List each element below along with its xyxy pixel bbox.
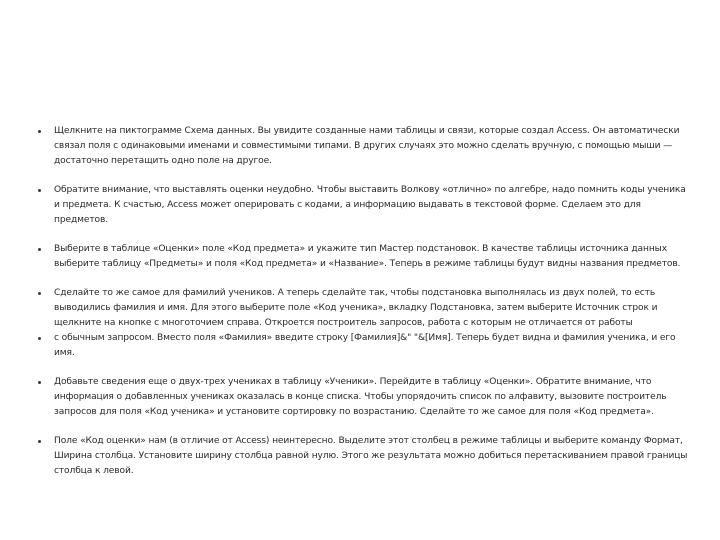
bullet-dot-icon bbox=[38, 440, 41, 443]
bullet-item-sorting bbox=[38, 375, 690, 420]
bullet-item-schema bbox=[38, 124, 690, 169]
bullet-dot-icon bbox=[38, 337, 41, 340]
bullet-item-query-expression bbox=[38, 331, 690, 361]
bullet-item-hide-column bbox=[38, 434, 690, 479]
bullet-text: Поле «Код оценки» нам (в отличие от Access) неинтересно. Выделите этот столбец в режиме таблицы и выберите команду Формат, Ширина столбца. Установите ширину столбца равной нулю. Этого же результата можно добиться перетаскиванием правой границы столбца к левой. bbox=[54, 436, 688, 476]
bullet-dot-icon bbox=[38, 248, 41, 251]
bullet-text: Сделайте то же самое для фамилий учеников. А теперь сделайте так, чтобы подстановка выполнялась из двух полей, то есть выводились фамилия и имя. Для этого выберите поле «Код ученика», вкладку Подстановка, затем выберите Источник строк и щелкните на кнопке с многоточием справа. Откроется построитель запросов, работа с которым не отличается от работы bbox=[54, 288, 658, 328]
bullet-dot-icon bbox=[38, 189, 41, 192]
bullet-item-grades bbox=[38, 183, 690, 228]
bullet-item-lookup-subjects bbox=[38, 242, 690, 272]
bullet-list bbox=[38, 124, 690, 493]
bullet-item-lookup-students bbox=[38, 286, 690, 331]
bullet-text: с обычным запросом. Вместо поля «Фамилия» введите строку [Фамилия]&" "&[Имя]. Теперь будет видна и фамилия ученика, и его имя. bbox=[54, 333, 676, 358]
bullet-text: Щелкните на пиктограмме Схема данных. Вы увидите созданные нами таблицы и связи, которые создал Access. Он автоматически связал поля с одинаковыми именами и совместимыми типами. В других случаях это можно сделать вручную, с помощью мыши — достаточно перетащить одно поле на другое. bbox=[54, 126, 680, 166]
bullet-dot-icon bbox=[38, 292, 41, 295]
bullet-dot-icon bbox=[38, 130, 41, 133]
bullet-text: Обратите внимание, что выставлять оценки неудобно. Чтобы выставить Волкову «отлично» по алгебре, надо помнить коды ученика и предмета. К счастью, Access может оперировать с кодами, а информацию выдавать в текстовой форме. Сделаем это для предметов. bbox=[54, 185, 686, 225]
bullet-dot-icon bbox=[38, 381, 41, 384]
bullet-text: Добавьте сведения еще о двух-трех учениках в таблицу «Ученики». Перейдите в таблицу «Оценки». Обратите внимание, что информация о добавленных учениках оказалась в конце списка. Чтобы упорядочить список по алфавиту, вызовите построитель запросов для поля «Код ученика» и установите сортировку по возрастанию. Сделайте то же самое для поля «Код предмета». bbox=[54, 377, 667, 417]
bullet-text: Выберите в таблице «Оценки» поле «Код предмета» и укажите тип Мастер подстановок. В качестве таблицы источника данных выберите таблицу «Предметы» и поля «Код предмета» и «Название». Теперь в режиме таблицы будут видны названия предметов. bbox=[54, 244, 681, 269]
